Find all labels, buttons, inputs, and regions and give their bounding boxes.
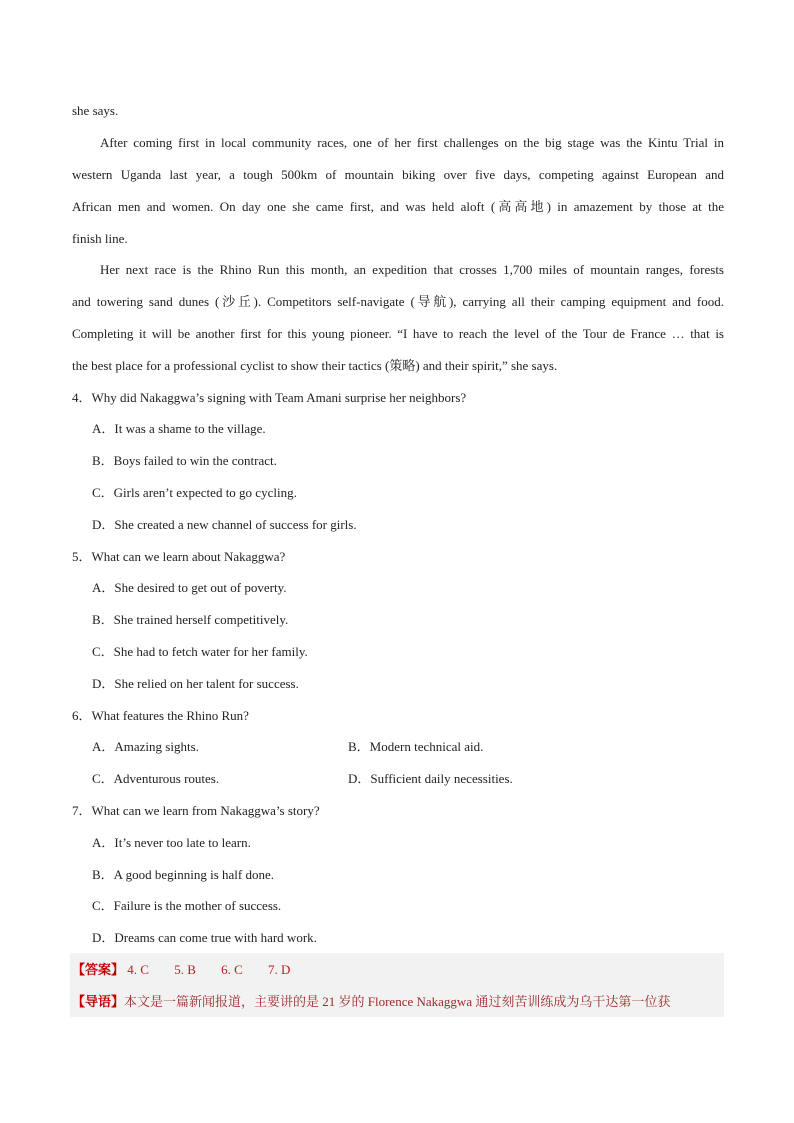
passage-line: finish line. bbox=[72, 231, 128, 246]
answer-line bbox=[72, 962, 724, 978]
passage-line: Her next race is the Rhino Run this month, an expedition that crosses 1,700 miles of mountain ranges, forests bbox=[100, 262, 724, 277]
option-5b: B．She trained herself competitively. bbox=[92, 612, 289, 627]
option-4d: D．She created a new channel of success for girls. bbox=[92, 517, 357, 532]
passage-line: African men and women. On day one she came first, and was held aloft (高高地) in amazement by those at the bbox=[72, 199, 724, 214]
option-5d: D．She relied on her talent for success. bbox=[92, 676, 299, 691]
option-4c: C．Girls aren’t expected to go cycling. bbox=[92, 485, 297, 500]
option-6a: A．Amazing sights. bbox=[92, 739, 199, 754]
option-4b: B．Boys failed to win the contract. bbox=[92, 453, 277, 468]
guide-text: 本文是一篇新闻报道，主要讲的是 21 岁的 Florence Nakaggwa 通过刻苦训练成为乌干达第一位获 bbox=[124, 994, 671, 1009]
passage-line: and towering sand dunes (沙丘). Competitors self-navigate (导航), carrying all their camping equipment and food. bbox=[72, 294, 724, 309]
question-stem: 6．What features the Rhino Run? bbox=[72, 708, 249, 723]
option-7d: D．Dreams can come true with hard work. bbox=[92, 930, 317, 945]
option-5a: A．She desired to get out of poverty. bbox=[92, 580, 287, 595]
answer-item: 6. C bbox=[221, 962, 243, 977]
answer-item: 4. C bbox=[127, 962, 149, 977]
question-stem: 4．Why did Nakaggwa’s signing with Team Amani surprise her neighbors? bbox=[72, 390, 467, 405]
option-6d: D．Sufficient daily necessities. bbox=[348, 771, 513, 786]
question-stem: 5．What can we learn about Nakaggwa? bbox=[72, 549, 286, 564]
answer-item: 5. B bbox=[174, 962, 196, 977]
option-6b: B．Modern technical aid. bbox=[348, 739, 484, 754]
option-4a: A．It was a shame to the village. bbox=[92, 421, 266, 436]
passage-line: Completing it will be another first for this young pioneer. “I have to reach the level of the Tour de France … that is bbox=[72, 326, 724, 341]
passage-line: she says. bbox=[72, 103, 119, 118]
passage-line: western Uganda last year, a tough 500km of mountain biking over five days, competing against European and bbox=[72, 167, 724, 182]
question-stem: 7．What can we learn from Nakaggwa’s story? bbox=[72, 803, 320, 818]
answer-item: 7. D bbox=[268, 962, 291, 977]
option-7b: B．A good beginning is half done. bbox=[92, 867, 274, 882]
passage-line: After coming first in local community races, one of her first challenges on the big stage was the Kintu Trial in bbox=[100, 135, 724, 150]
passage-line: the best place for a professional cyclist to show their tactics (策略) and their spirit,” she says. bbox=[72, 358, 558, 373]
option-6c: C．Adventurous routes. bbox=[92, 771, 220, 786]
answer-tag: 【答案】 bbox=[72, 962, 125, 977]
option-7c: C．Failure is the mother of success. bbox=[92, 898, 282, 913]
guide-line bbox=[72, 994, 724, 1010]
guide-tag: 【导语】 bbox=[72, 994, 125, 1009]
option-7a: A．It’s never too late to learn. bbox=[92, 835, 251, 850]
option-5c: C．She had to fetch water for her family. bbox=[92, 644, 308, 659]
